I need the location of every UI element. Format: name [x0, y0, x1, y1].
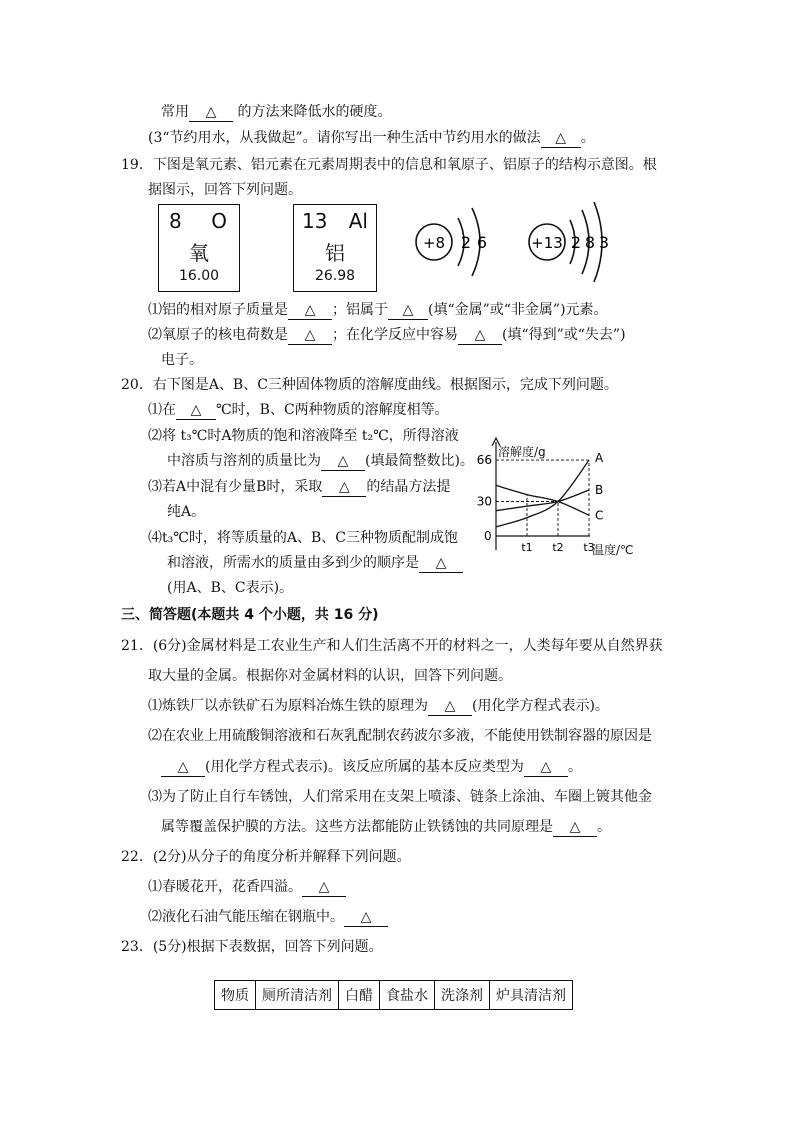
answer-blank[interactable]: △ [322, 478, 366, 497]
q18-line3 [148, 128, 595, 148]
q21-sub1-post: (用化学方程式表示)。 [472, 698, 609, 714]
q21-stem-line2: 取大量的金属。根据你对金属材料的认识，回答下列问题。 [148, 668, 512, 684]
answer-blank[interactable]: △ [288, 301, 332, 320]
q19-sub2-post: (填“得到”或“失去”) [502, 327, 626, 343]
q21-sub3-line2-post: 。 [597, 819, 611, 835]
oxygen-atomic-number: 8 [169, 209, 182, 233]
q21-sub2-line2-mid: (用化学方程式表示)。该反应所属的基本反应类型为 [205, 759, 524, 775]
q20-stem: 20．右下图是A、B、C三种固体物质的溶解度曲线。根据图示，完成下列问题。 [121, 377, 618, 393]
aluminum-atom-diagram [529, 202, 609, 282]
aluminum-shell-electrons-3: 3 [598, 233, 610, 252]
aluminum-symbol: Al [348, 209, 368, 233]
q21-sub2-line1: ⑵在农业上用硫酸铜溶液和石灰乳配制农药波尔多液，不能使用铁制容器的原因是 [148, 728, 652, 744]
q20-sub2-line2-post: (填最简整数比)。 [365, 453, 474, 469]
oxygen-element-card [158, 204, 240, 292]
q20-sub2-line2-pre: 中溶质与溶剂的质量比为 [167, 453, 321, 469]
q21-sub2-line2 [161, 757, 582, 777]
q18-line2 [161, 102, 391, 122]
q19-sub2 [148, 325, 626, 345]
q19-sub1 [148, 300, 608, 320]
q19-stem-line2: 据图示，回答下列问题。 [148, 182, 302, 198]
q20-sub4-line1: ⑷t₃℃时，将等质量的A、B、C三种物质配制成饱 [148, 530, 459, 546]
table-cell: 物质 [215, 981, 256, 1010]
q21-sub1-pre: ⑴炼铁厂以赤铁矿石为原料冶炼生铁的原理为 [148, 698, 428, 714]
y-tick-label: 30 [476, 494, 492, 509]
q22-sub2-text: ⑵液化石油气能压缩在钢瓶中。 [148, 909, 344, 925]
answer-blank[interactable]: △ [189, 103, 233, 122]
oxygen-atom-diagram [416, 208, 487, 276]
q20-sub1-pre: ⑴在 [148, 402, 176, 418]
table-cell: 食盐水 [380, 981, 435, 1010]
q20-sub3-line1-post: 的结晶方法提 [366, 479, 451, 495]
answer-blank[interactable]: △ [161, 758, 205, 777]
aluminum-shell-electrons-2: 8 [584, 233, 596, 252]
solubility-curve-chart [474, 436, 646, 560]
answer-blank[interactable]: △ [302, 878, 346, 897]
q18-line3-pre: (3“节约用水，从我做起”。请你写出一种生活中节约用水的做法 [148, 130, 541, 146]
atom-structure-diagrams [410, 196, 610, 292]
answer-blank[interactable]: △ [541, 129, 581, 148]
curve-label-B: B [595, 483, 604, 497]
q22-sub2 [148, 907, 388, 927]
x-axis-label: 温度/℃ [592, 543, 634, 557]
answer-blank[interactable]: △ [176, 401, 216, 420]
q20-sub4-line3: (用A、B、C表示)。 [167, 580, 294, 596]
q23-stem: 23．(5分)根据下表数据，回答下列问题。 [121, 939, 383, 955]
q19-sub1-pre: ⑴铝的相对原子质量是 [148, 302, 288, 318]
curve-label-C: C [595, 508, 604, 523]
table-cell: 炉具清洁剂 [490, 981, 573, 1010]
q20-sub1 [148, 400, 449, 420]
substance-table [214, 980, 573, 1010]
q20-sub3-line1-pre: ⑶若A中混有少量B时，采取 [148, 479, 323, 495]
aluminum-element-card [293, 204, 377, 292]
answer-blank[interactable]: △ [458, 326, 502, 345]
x-tick-label: t3 [583, 541, 595, 554]
q19-stem-line1: 19．下图是氧元素、铝元素在元素周期表中的信息和氧原子、铝原子的结构示意图。根 [121, 157, 657, 173]
y-axis-label: 溶解度/g [498, 445, 546, 459]
q21-sub3-line2 [161, 817, 611, 837]
q19-sub2-cont: 电子。 [161, 352, 203, 368]
aluminum-shell-electrons-1: 2 [570, 233, 582, 252]
q21-sub3-line1: ⑶为了防止自行车锈蚀，人们常采用在支架上喷漆、链条上涂油、车圈上镀其他金 [148, 789, 652, 805]
answer-blank[interactable]: △ [388, 301, 428, 320]
q19-sub1-post: (填“金属”或“非金属”)元素。 [428, 302, 608, 318]
q20-sub2-line1: ⑵将 t₃℃时A物质的饱和溶液降至 t₂℃，所得溶液 [148, 428, 459, 444]
x-tick-label: t1 [521, 541, 533, 554]
oxygen-nucleus-label: +8 [422, 234, 446, 252]
q20-sub4-line2 [167, 553, 463, 573]
curve-B [496, 490, 589, 511]
q20-sub4-line2-pre: 和溶液，所需水的质量由多到少的顺序是 [167, 555, 419, 571]
answer-blank[interactable]: △ [288, 326, 332, 345]
q21-sub3-line2-pre: 属等覆盖保护膜的方法。这些方法都能防止铁锈蚀的共同原理是 [161, 819, 553, 835]
answer-blank[interactable]: △ [553, 818, 597, 837]
q20-sub2-line2 [167, 451, 474, 471]
aluminum-nucleus-label: +13 [531, 234, 563, 252]
q20-sub3-line1 [148, 477, 450, 497]
answer-blank[interactable]: △ [428, 697, 472, 716]
table-cell: 洗涤剂 [435, 981, 490, 1010]
curve-label-A: A [595, 451, 604, 466]
answer-blank[interactable]: △ [321, 452, 365, 471]
table-cell: 白醋 [339, 981, 380, 1010]
q18-line2-post: 的方法来降低水的硬度。 [233, 104, 392, 120]
q21-sub2-line2-post: 。 [567, 759, 582, 775]
answer-blank[interactable]: △ [524, 758, 568, 777]
oxygen-symbol: O [211, 209, 227, 233]
section-3-heading: 三、简答题(本题共 4 个小题，共 16 分) [121, 607, 379, 623]
q19-sub1-mid: ；铝属于 [332, 302, 388, 318]
q18-line2-pre: 常用 [161, 104, 189, 120]
q21-stem-line1: 21．(6分)金属材料是工农业生产和人们生活离不开的材料之一，人类每年要从自然界获 [121, 638, 663, 654]
oxygen-shell-electrons-2: 6 [476, 233, 488, 252]
q19-sub2-mid: ；在化学反应中容易 [332, 327, 458, 343]
aluminum-mass: 26.98 [314, 268, 356, 284]
q20-sub3-line2: 纯A。 [167, 504, 206, 520]
q21-sub1 [148, 696, 609, 716]
oxygen-mass: 16.00 [178, 268, 220, 284]
oxygen-shell-electrons-1: 2 [460, 233, 472, 252]
q22-sub1-text: ⑴春暖花开，花香四溢。 [148, 879, 302, 895]
q22-stem: 22．(2分)从分子的角度分析并解释下列问题。 [121, 849, 411, 865]
aluminum-name: 铝 [325, 241, 345, 265]
x-tick-label: t2 [552, 541, 564, 554]
table-cell: 厕所清洁剂 [256, 981, 339, 1010]
y-tick-label: 66 [476, 453, 492, 468]
q19-sub2-pre: ⑵氧原子的核电荷数是 [148, 327, 288, 343]
answer-blank[interactable]: △ [419, 554, 463, 573]
aluminum-atomic-number: 13 [302, 209, 328, 233]
q20-sub1-post: ℃时，B、C两种物质的溶解度相等。 [216, 402, 449, 418]
q22-sub1 [148, 877, 346, 897]
q18-line3-post: 。 [580, 130, 595, 146]
answer-blank[interactable]: △ [344, 908, 388, 927]
table-row [215, 981, 573, 1010]
curve-A [496, 460, 589, 527]
origin-label: 0 [484, 529, 492, 543]
oxygen-name: 氧 [189, 241, 209, 265]
